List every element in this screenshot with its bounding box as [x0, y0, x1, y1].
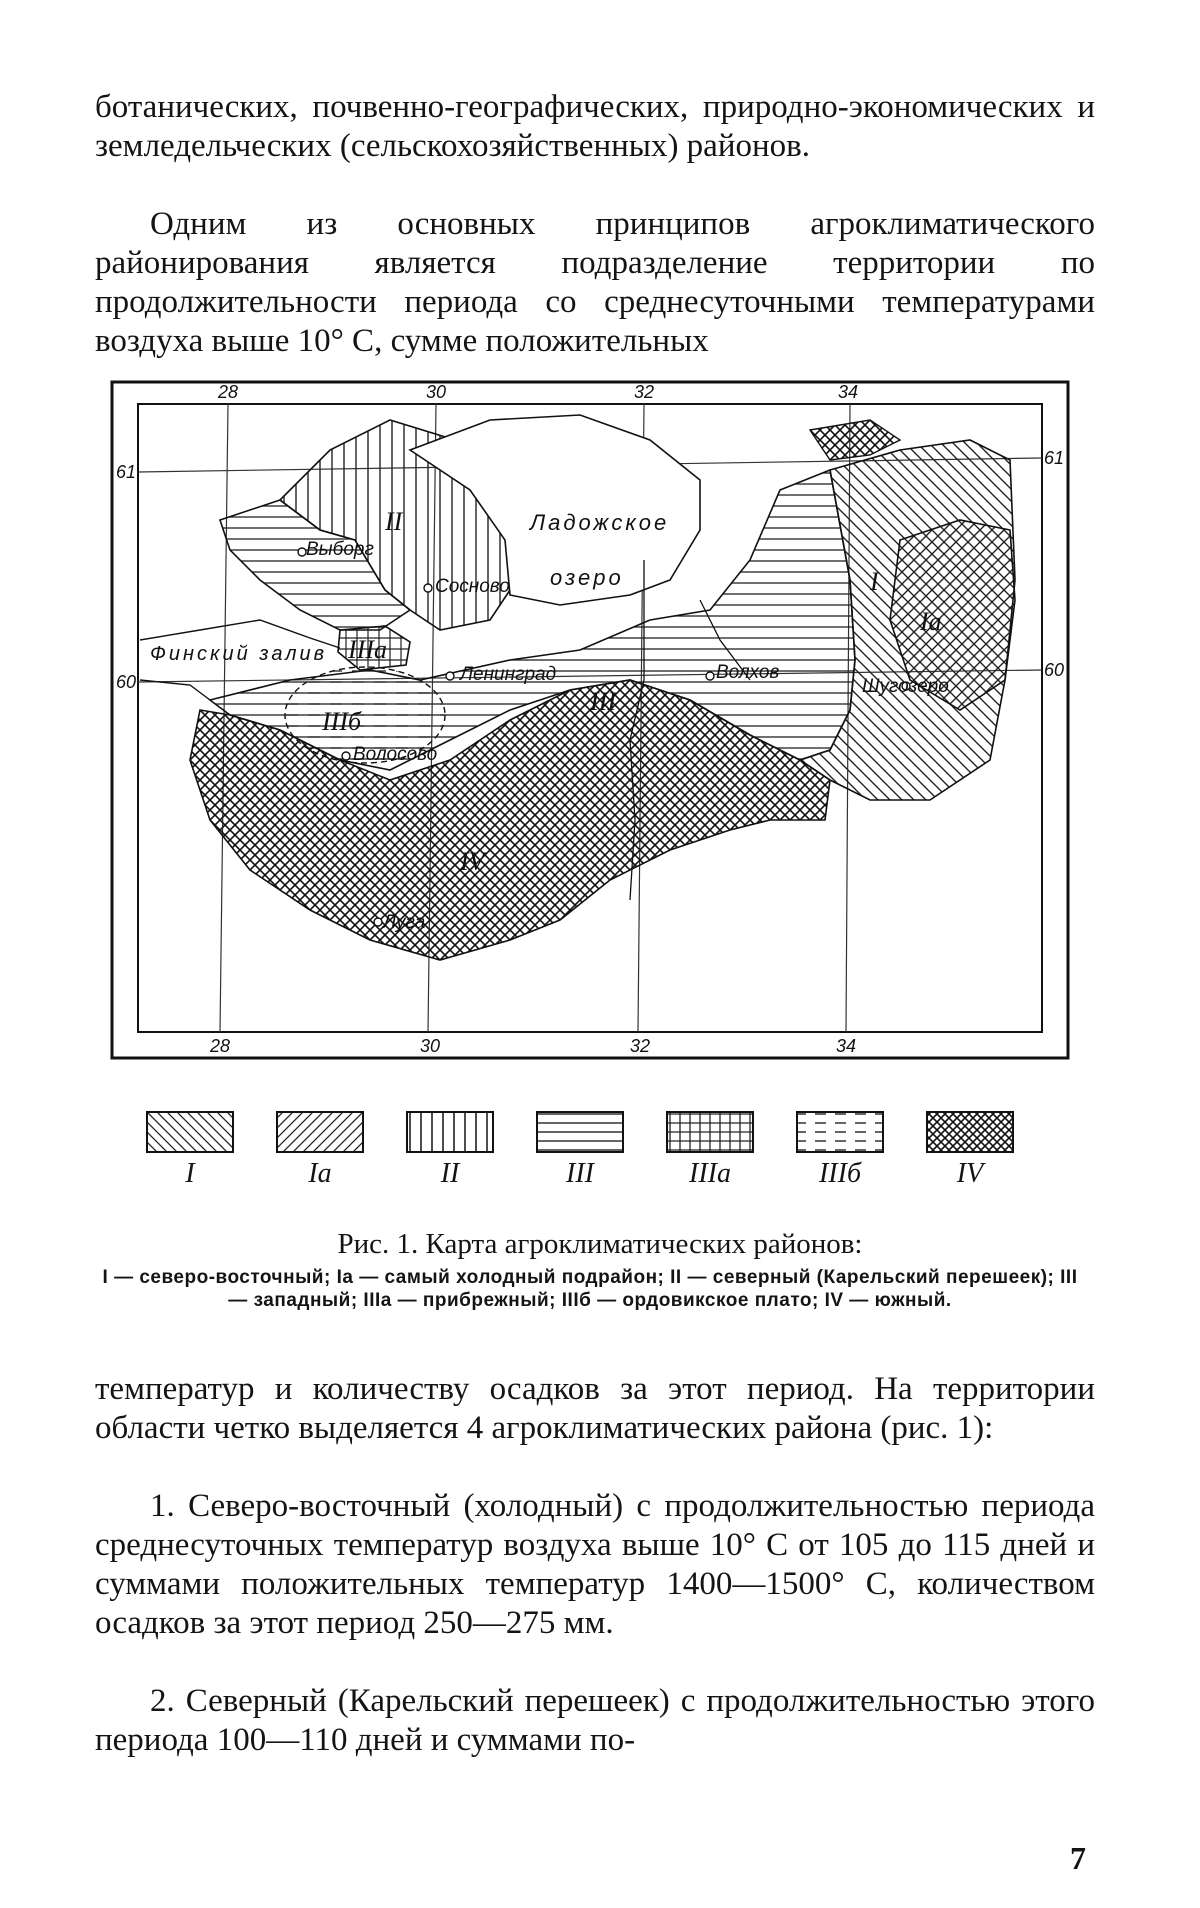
paragraph-5: 2. Северный (Карельский перешеек) с продолжительностью этого периода 100—110 дней и суммами по- — [95, 1683, 1095, 1758]
top-tick-30: 30 — [426, 382, 447, 402]
label-luga: Луга — [383, 912, 426, 933]
legend-item-II — [400, 1110, 500, 1190]
page-number: 7 — [1070, 1840, 1086, 1876]
legend-label-IIIb: IIIб — [818, 1158, 862, 1189]
legend-item-IV — [920, 1110, 1020, 1190]
label-ladoga-2: озеро — [550, 565, 624, 590]
label-leningrad: Ленинград — [460, 664, 557, 685]
legend-label-III: III — [566, 1158, 594, 1189]
paragraph-2: Одним из основных принципов агроклиматического районирования является подразделение территории по продолжительности периода со среднесуточными температурами воздуха выше 10° С, сумме положительных — [95, 206, 1095, 359]
label-shugozero: Шугозеро — [862, 676, 949, 697]
label-region-IV: IV — [460, 847, 485, 876]
top-tick-34: 34 — [838, 382, 859, 402]
legend-item-I — [140, 1110, 240, 1190]
map-legend — [140, 1110, 1050, 1210]
label-vyborg: Выборг — [306, 539, 374, 560]
legend-label-IIIa: IIIа — [689, 1158, 731, 1189]
legend-label-IV: IV — [956, 1158, 984, 1189]
legend-item-IIIb — [790, 1110, 890, 1190]
figure-caption-title: Рис. 1. Карта агроклиматических районов: — [337, 1228, 863, 1260]
figure-caption-text: I — северо-восточный; Iа — самый холодный подрайон; II — северный (Карельский перешеек); III — западный; IIIа — прибрежный; IIIб — ордовикское плато; IV — южный. — [102, 1267, 1078, 1311]
legend-item-III — [530, 1110, 630, 1190]
label-region-I: I — [870, 567, 879, 596]
bottom-tick-30: 30 — [420, 1036, 441, 1056]
legend-label-Ia: Iа — [308, 1158, 332, 1189]
paragraph-1: ботанических, почвенно-географических, природно-экономических и земледельческих (сельскохозяйственных) районов. — [95, 89, 1095, 164]
agroclimatic-map — [110, 380, 1070, 1060]
label-region-II: II — [385, 507, 403, 536]
paragraph-3: температур и количеству осадков за этот период. На территории области четко выделяется 4 агроклиматических района (рис. 1): — [95, 1371, 1095, 1446]
label-finsky-zaliv: Финский залив — [150, 643, 328, 665]
top-tick-28: 28 — [218, 382, 239, 402]
bottom-tick-34: 34 — [836, 1036, 857, 1056]
right-tick-61: 61 — [1044, 448, 1065, 468]
left-tick-60: 60 — [116, 672, 137, 692]
label-volkhov: Волхов — [716, 662, 780, 683]
paragraph-4: 1. Северо-восточный (холодный) с продолжительностью периода среднесуточных температур воздуха выше 10° С от 105 до 115 дней и суммами положительных температур 1400—1500° С, количеством осадков за этот период 250—275 мм. — [95, 1488, 1095, 1641]
legend-item-IIIa — [660, 1110, 760, 1190]
label-sosnovo: Сосново — [435, 576, 510, 597]
label-region-IIIa: IIIа — [348, 635, 387, 664]
right-tick-60: 60 — [1044, 660, 1065, 680]
bottom-tick-28: 28 — [210, 1036, 231, 1056]
label-region-IIIb: IIIб — [322, 707, 362, 736]
legend-item-Ia — [270, 1110, 370, 1190]
legend-label-I: I — [185, 1158, 195, 1189]
left-tick-61: 61 — [116, 462, 137, 482]
label-region-III: III — [590, 687, 616, 716]
legend-label-II: II — [440, 1158, 460, 1189]
bottom-tick-32: 32 — [630, 1036, 651, 1056]
top-tick-32: 32 — [634, 382, 655, 402]
label-region-Ia: Iа — [920, 607, 942, 636]
label-volosovo: Волосово — [353, 744, 438, 765]
label-ladoga-1: Ладожское — [530, 510, 670, 535]
